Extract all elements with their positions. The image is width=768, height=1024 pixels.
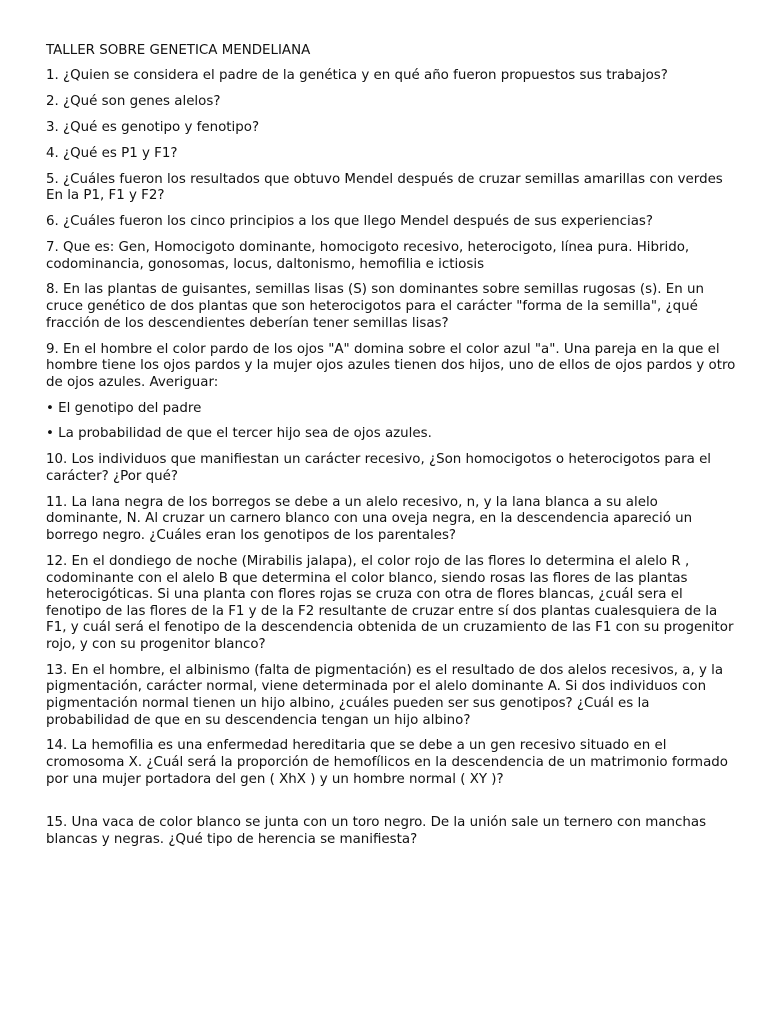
question-6: 6. ¿Cuáles fueron los cinco principios a los que llego Mendel después de sus experiencias? (46, 214, 653, 230)
question-10: 10. Los individuos que manifiestan un carácter recesivo, ¿Son homocigotos o heterocigotos para el carácter? ¿Por qué? (46, 452, 712, 484)
question-9-bullet-2: • La probabilidad de que el tercer hijo sea de ojos azules. (46, 426, 736, 443)
question-3: 3. ¿Qué es genotipo y fenotipo? (46, 119, 260, 135)
document-page (46, 42, 736, 858)
question-4: 4. ¿Qué es P1 y F1? (46, 145, 178, 161)
question-5: 5. ¿Cuáles fueron los resultados que obtuvo Mendel después de cruzar semillas amarillas con verdes En la P1, F1 y F2? (46, 171, 723, 204)
question-15: 15. Una vaca de color blanco se junta con un toro negro. De la unión sale un ternero con manchas blancas y negras. ¿Qué tipo de herencia se manifiesta? (46, 815, 707, 847)
question-12: 12. En el dondiego de noche (Mirabilis jalapa), el color rojo de las flores lo determina el alelo R , codominante con el alelo B que determina el color blanco, siendo rosas las flores de las plantas heterocigóticas. Si una planta con flores rojas se cruza con otra de flores blancas, ¿cuál sera el fenotipo de las flores de la F1 y de la F2 resultante de cruzar entre sí dos plantas cualesquiera de la F1, y cuál será el fenotipo de la descendencia obtenida de un cruzamiento de las F1 con su progenitor rojo, y con su progenitor blanco? (46, 553, 734, 652)
question-1: 1. ¿Quien se considera el padre de la genética y en qué año fueron propuestos sus trabajos? (46, 68, 668, 83)
question-13: 13. En el hombre, el albinismo (falta de pigmentación) es el resultado de dos alelos recesivos, a, y la pigmentación, carácter normal, viene determinada por el alelo dominante A. Si dos individuos con pigmentación normal tienen un hijo albino, ¿cuáles pueden ser sus genotipos? ¿Cuál es la probabilidad de que en su descendencia tengan un hijo albino? (46, 662, 724, 728)
document-title: TALLER SOBRE GENETICA MENDELIANA (46, 43, 311, 58)
question-8: 8. En las plantas de guisantes, semillas lisas (S) son dominantes sobre semillas rugosas (s). En un cruce genético de dos plantas que son heterocigotos para el carácter "forma de la semilla", ¿qué fracción de los descendientes deberían tener semillas lisas? (46, 282, 704, 331)
question-9: 9. En el hombre el color pardo de los ojos "A" domina sobre el color azul "a". Una pareja en la que el hombre tiene los ojos pardos y la mujer ojos azules tienen dos hijos, uno de ellos de ojos pardos y otro de ojos azules. Averiguar: (46, 341, 736, 390)
question-2: 2. ¿Qué son genes alelos? (46, 93, 221, 109)
question-9-bullet-1: • El genotipo del padre (46, 401, 736, 418)
question-11: 11. La lana negra de los borregos se debe a un alelo recesivo, n, y la lana blanca a su alelo dominante, N. Al cruzar un carnero blanco con una oveja negra, en la descendencia apareció un borrego negro. ¿Cuáles eran los genotipos de los parentales? (46, 494, 693, 544)
question-14: 14. La hemofilia es una enfermedad hereditaria que se debe a un gen recesivo situado en el cromosoma X. ¿Cuál será la proporción de hemofílicos en la descendencia de un matrimonio formado por una mujer portadora del gen ( XhX ) y un hombre normal ( XY )? (46, 738, 728, 787)
question-7: 7. Que es: Gen, Homocigoto dominante, homocigoto recesivo, heterocigoto, línea pura. Hibrido, codominancia, gonosomas, locus, daltonismo, hemofilia e ictiosis (46, 239, 690, 272)
